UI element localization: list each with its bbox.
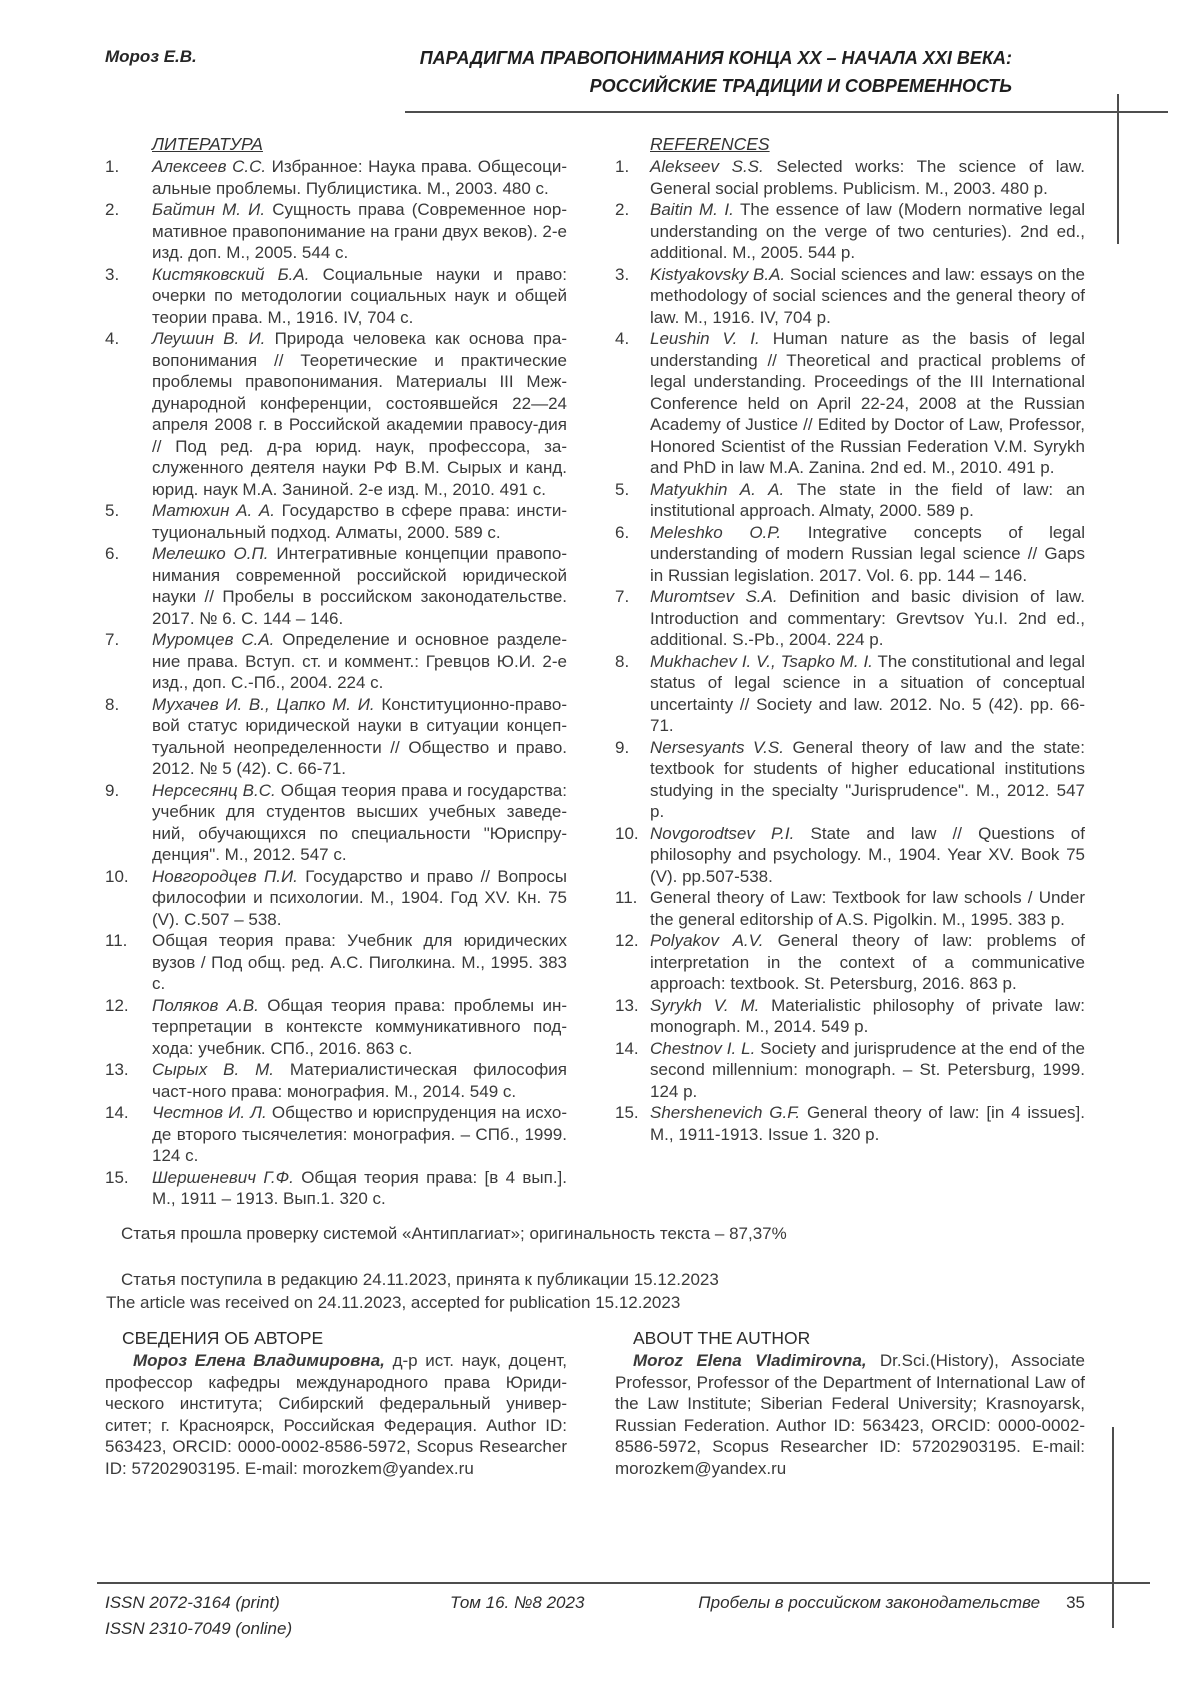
item-number: 15.	[615, 1103, 639, 1122]
about-author-en-text	[615, 1350, 1085, 1479]
reference-item	[615, 479, 1085, 522]
author-name-ru: Мороз Елена Владимировна,	[133, 1351, 385, 1370]
item-number: 6.	[615, 522, 630, 542]
literature-list	[105, 156, 567, 1210]
received-date-en: The article was received on 24.11.2023, accepted for publication 15.12.2023	[106, 1292, 681, 1312]
item-author: Шершеневич Г.Ф.	[152, 1167, 294, 1187]
received-date-ru: Статья поступила в редакцию 24.11.2023, принята к публикации 15.12.2023	[121, 1270, 719, 1289]
item-author: Matyukhin A. A.	[650, 479, 785, 499]
item-body: Определение и основное разделе-ние права. Вступ. ст. и коммент.: Гревцов Ю.И. 2-е изд., доп. С.-Пб., 2004. 224 с.	[152, 630, 567, 692]
about-author-en-heading: ABOUT THE AUTHOR	[633, 1328, 811, 1348]
item-number: 13.	[615, 995, 639, 1015]
reference-item	[105, 500, 567, 543]
item-author: Baitin M. I.	[650, 200, 734, 219]
reference-item	[105, 1102, 567, 1167]
reference-item	[615, 522, 1085, 587]
item-body: The state in the field of law: an institutional approach. Almaty, 2000. 589 p.	[650, 479, 1085, 520]
item-number: 10.	[615, 823, 639, 843]
item-author: Polyakov A.V.	[650, 931, 764, 950]
item-author: Nersesyants V.S.	[650, 737, 784, 757]
references-section	[615, 133, 1085, 1210]
item-text	[152, 1167, 567, 1210]
item-body: The essence of law (Modern normative legal understanding on the verge of two centuries). 2nd ed., additional. M., 2005. 544 p.	[650, 200, 1085, 262]
item-body: Society and jurisprudence at the end of the second millennium: monograph. – St. Petersburg, 1999. 124 p.	[650, 1038, 1085, 1101]
item-body: General theory of law and the state: textbook for students of higher educational institutions studying in the specialty "Jurisprudence". M., 2012. 547 p.	[650, 737, 1085, 821]
item-text	[650, 887, 1085, 930]
reference-item	[105, 1059, 567, 1102]
reference-item	[105, 1167, 567, 1210]
main-content	[105, 133, 1085, 1479]
reference-item	[615, 823, 1085, 888]
item-number: 5.	[105, 501, 120, 520]
item-number: 11.	[105, 931, 128, 950]
item-number: 8.	[615, 651, 630, 671]
item-body: Конституционно-право-вой статус юридической науки в ситуации концеп-туальной неопределенности // Общество и право. 2012. № 5 (42). С. 66-71.	[152, 694, 567, 778]
item-body: State and law // Questions of philosophy and psychology. M., 1904. Year XV. Book 75 (V). pp.507-538.	[650, 823, 1085, 886]
reference-item	[105, 543, 567, 629]
item-body: Общая теория права: Учебник для юридических вузов / Под общ. ред. А.С. Пиголкина. М., 1995. 383 с.	[152, 931, 567, 993]
about-author-ru-section	[105, 1327, 567, 1479]
author-bio-en: Dr.Sci.(History), Associate Professor, Professor of the Department of International Law of the Law Institute; Siberian Federal University; Krasnoyarsk, Russian Federation. Author ID: 563423, ORCID: 0000-0002-8586-5972, Scopus Researcher ID: 57202903195. E-mail: morozkem@yandex.ru	[615, 1351, 1085, 1478]
item-text	[650, 1102, 1085, 1145]
item-body: Общество и юриспруденция на исхо-де второго тысячелетия: монография. – СПб., 1999. 124 с.	[152, 1103, 567, 1165]
item-author: Mukhachev I. V., Tsapko M. I.	[650, 651, 873, 671]
reference-item	[615, 156, 1085, 199]
item-author: Мухачев И. В., Цапко М. И.	[152, 694, 375, 714]
item-number: 14.	[105, 1103, 129, 1122]
running-head-author: Мороз Е.В.	[105, 47, 197, 66]
reference-item	[615, 199, 1085, 264]
reference-item	[615, 264, 1085, 329]
item-number: 9.	[105, 780, 120, 800]
item-author: Shershenevich G.F.	[650, 1103, 801, 1122]
item-author: Novgorodtsev P.I.	[650, 823, 795, 843]
item-author: Леушин В. И.	[152, 329, 266, 348]
item-body: General theory of law: problems of interpretation in the context of a communicative approach: textbook. St. Petersburg, 2016. 863 p.	[650, 931, 1085, 993]
item-number: 5.	[615, 479, 630, 499]
item-number: 4.	[615, 329, 630, 348]
reference-item	[105, 866, 567, 931]
item-text	[650, 651, 1085, 737]
item-text	[152, 629, 567, 694]
item-body: Интегративные концепции правопо-нимания современной российской юридической науки // Пробелы в российском законодательстве. 2017. № 6. С. 144 – 146.	[152, 544, 567, 628]
item-body: Selected works: The science of law. General social problems. Publicism. M., 2003. 480 p.	[650, 157, 1085, 198]
item-author: Нерсесянц В.С.	[152, 780, 276, 800]
item-author: Kistyakovsky B.A.	[650, 264, 786, 284]
item-author: Muromtsev S.A.	[650, 587, 778, 606]
author-name-en: Moroz Elena Vladimirovna,	[633, 1351, 867, 1370]
item-number: 3.	[615, 264, 630, 284]
item-text	[152, 543, 567, 629]
item-text	[650, 737, 1085, 823]
item-text	[650, 1038, 1085, 1103]
item-text	[152, 866, 567, 931]
item-number: 14.	[615, 1038, 639, 1058]
item-text	[152, 1059, 567, 1102]
item-text	[650, 522, 1085, 587]
item-text	[650, 156, 1085, 199]
page-title-line2: РОССИЙСКИЕ ТРАДИЦИИ И СОВРЕМЕННОСТЬ	[589, 76, 1012, 96]
references-heading: REFERENCES	[650, 134, 770, 154]
item-body: Social sciences and law: essays on the methodology of social sciences and the general theory of law. M., 1916. IV, 704 p.	[650, 264, 1085, 327]
item-text	[152, 995, 567, 1060]
item-number: 2.	[615, 200, 630, 219]
about-author-ru-heading: СВЕДЕНИЯ ОБ АВТОРЕ	[122, 1328, 324, 1348]
item-text	[152, 156, 567, 199]
references-columns	[105, 133, 1085, 1210]
item-number: 3.	[105, 264, 120, 284]
item-text	[152, 1102, 567, 1167]
item-author: Поляков А.В.	[152, 995, 259, 1015]
item-number: 8.	[105, 694, 120, 714]
reference-item	[105, 995, 567, 1060]
item-number: 7.	[105, 630, 120, 649]
reference-item	[615, 1038, 1085, 1103]
item-text	[650, 199, 1085, 264]
reference-item	[615, 887, 1085, 930]
item-body: General theory of Law: Textbook for law schools / Under the general editorship of A.S. Pigolkin. M., 1995. 383 p.	[650, 888, 1085, 929]
item-body: Сущность права (Современное нор-мативное правопонимание на грани двух веков). 2-е изд. доп. М., 2005. 544 с.	[152, 200, 567, 262]
item-body: Государство и право // Вопросы философии и психологии. М., 1904. Год XV. Кн. 75 (V). С.507 – 538.	[152, 866, 567, 929]
item-text	[650, 328, 1085, 479]
reference-item	[615, 328, 1085, 479]
reference-item	[615, 995, 1085, 1038]
footer-right	[600, 1593, 1085, 1613]
item-author: Честнов И. Л.	[152, 1103, 267, 1122]
reference-item	[615, 737, 1085, 823]
item-body: Materialistic philosophy of private law: monograph. M., 2014. 549 p.	[650, 995, 1085, 1036]
item-number: 2.	[105, 200, 120, 219]
item-body: Общая теория права: [в 4 вып.]. М., 1911 – 1913. Вып.1. 320 с.	[152, 1167, 567, 1208]
reference-item	[105, 694, 567, 780]
item-number: 13.	[105, 1060, 129, 1079]
item-author: Syrykh V. M.	[650, 995, 760, 1015]
literature-heading: ЛИТЕРАТУРА	[152, 134, 263, 154]
journal-name: Пробелы в российском законодательстве	[698, 1593, 1041, 1612]
reference-item	[105, 780, 567, 866]
volume-label: Том 16. №8 2023	[450, 1593, 585, 1612]
item-body: Материалистическая философия част-ного права: монография. М., 2014. 549 с.	[152, 1060, 567, 1101]
about-author-columns	[105, 1327, 1085, 1479]
footer-divider	[97, 1582, 1150, 1584]
item-text	[152, 264, 567, 329]
item-number: 15.	[105, 1167, 129, 1187]
item-number: 12.	[105, 995, 129, 1015]
literature-section	[105, 133, 567, 1210]
item-body: Государство в сфере права: инсти-туциональный подход. Алматы, 2000. 589 с.	[152, 501, 567, 542]
item-text	[152, 694, 567, 780]
item-author: Байтин М. И.	[152, 200, 266, 219]
about-author-en-section	[615, 1327, 1085, 1479]
item-body: Природа человека как основа пра-вопонимания // Теоретические и практические проблемы правопонимания. Материалы III Меж-дународной конференции, состоявшейся 22—24 апреля 2008 г. в Российской академии правосу-дия // Под ред. д-ра юрид. наук, профессора, за-служенного деятеля науки РФ В.М. Сырых и канд. юрид. наук М.А. Заниной. 2-е изд. М., 2010. 491 с.	[152, 329, 567, 499]
item-number: 11.	[615, 888, 638, 907]
item-body: Integrative concepts of legal understanding of modern Russian legal science // Gaps in Russian legislation. 2017. Vol. 6. pp. 144 – 146.	[650, 522, 1085, 585]
reference-item	[615, 1102, 1085, 1145]
item-text	[650, 930, 1085, 995]
reference-item	[615, 586, 1085, 651]
item-author: Alekseev S.S.	[650, 157, 764, 176]
reference-item	[105, 264, 567, 329]
author-bio-ru: д-р ист. наук, доцент, профессор кафедры международного права Юриди-ческого института; Сибирский федеральный универ-ситет; г. Красноярск, Российская Федерация. Author ID: 563423, ORCID: 0000-0002-8586-5972, Scopus Researcher ID: 57202903195. E-mail: morozkem@yandex.ru	[105, 1351, 568, 1478]
reference-item	[615, 651, 1085, 737]
references-list	[615, 156, 1085, 1145]
item-author: Матюхин А. А.	[152, 501, 275, 520]
item-author: Кистяковский Б.А.	[152, 264, 310, 284]
item-author: Meleshko O.P.	[650, 522, 782, 542]
about-author-ru-text	[105, 1350, 567, 1479]
reference-item	[105, 199, 567, 264]
reference-item	[105, 629, 567, 694]
antiplagiat-note: Статья прошла проверку системой «Антиплагиат»; оригинальность текста – 87,37%	[121, 1223, 787, 1243]
item-text	[152, 199, 567, 264]
item-number: 6.	[105, 544, 120, 563]
item-body: General theory of law: [in 4 issues]. M., 1911-1913. Issue 1. 320 p.	[650, 1103, 1085, 1144]
item-text	[152, 780, 567, 866]
item-text	[152, 500, 567, 543]
item-number: 1.	[615, 157, 630, 176]
item-text	[650, 995, 1085, 1038]
item-body: Избранное: Наука права. Общесоци-альные проблемы. Публицистика. М., 2003. 480 с.	[152, 157, 567, 198]
page-title	[300, 44, 1012, 100]
item-body: Социальные науки и право: очерки по методологии социальных наук и общей теории права. М., 1916. IV, 704 с.	[152, 264, 567, 327]
item-number: 4.	[105, 329, 120, 348]
margin-rule-bottom	[1112, 1427, 1114, 1628]
item-text	[152, 328, 567, 500]
item-number: 10.	[105, 866, 129, 886]
item-text	[650, 586, 1085, 651]
header-divider	[405, 111, 1168, 113]
margin-rule-top	[1117, 94, 1119, 244]
item-author: Муромцев С.А.	[152, 630, 275, 649]
item-author: Мелешко О.П.	[152, 544, 269, 563]
issn-online: ISSN 2310-7049 (online)	[105, 1619, 293, 1638]
item-body: Общая теория права и государства: учебник для студентов высших учебных заведе-ний, обучающихся по специальности "Юриспру-денция". М., 2012. 547 с.	[152, 780, 567, 864]
reference-item	[615, 930, 1085, 995]
item-number: 1.	[105, 157, 120, 176]
item-text	[650, 823, 1085, 888]
item-body: The constitutional and legal status of legal science in a situation of conceptual uncertainty // Society and law. 2012. No. 5 (42). pp. 66-71.	[650, 651, 1085, 735]
page-title-line1: ПАРАДИГМА ПРАВОПОНИМАНИЯ КОНЦА XX – НАЧАЛА XXI ВЕКА:	[419, 48, 1012, 68]
item-text	[152, 930, 567, 995]
item-author: Сырых В. М.	[152, 1060, 274, 1079]
item-text	[650, 479, 1085, 522]
reference-item	[105, 328, 567, 500]
item-text	[650, 264, 1085, 329]
reference-item	[105, 930, 567, 995]
reference-item	[105, 156, 567, 199]
item-author: Алексеев С.С.	[152, 157, 267, 176]
item-body: Definition and basic division of law. Introduction and commentary: Grevtsov Yu.I. 2nd ed., additional. S.-Pb., 2004. 224 p.	[650, 587, 1085, 649]
item-author: Leushin V. I.	[650, 329, 760, 348]
item-author: Новгородцев П.И.	[152, 866, 298, 886]
item-body: Общая теория права: проблемы ин-терпретации в контексте коммуникативного под-хода: учебник. СПб., 2016. 863 с.	[152, 995, 567, 1058]
item-number: 12.	[615, 931, 639, 950]
item-author: Chestnov I. L.	[650, 1038, 756, 1058]
item-number: 7.	[615, 587, 630, 606]
page-number: 35	[1066, 1593, 1085, 1612]
item-body: Human nature as the basis of legal understanding // Theoretical and practical problems of legal understanding. Proceedings of the III International Conference held on April 22-24, 2008 at the Russian Academy of Justice // Edited by Doctor of Law, Professor, Honored Scientist of the Russian Federation V.M. Syrykh and PhD in law M.A. Zanina. 2nd ed. M., 2010. 491 p.	[650, 329, 1085, 477]
issn-print: ISSN 2072-3164 (print)	[105, 1593, 280, 1612]
item-number: 9.	[615, 737, 630, 757]
